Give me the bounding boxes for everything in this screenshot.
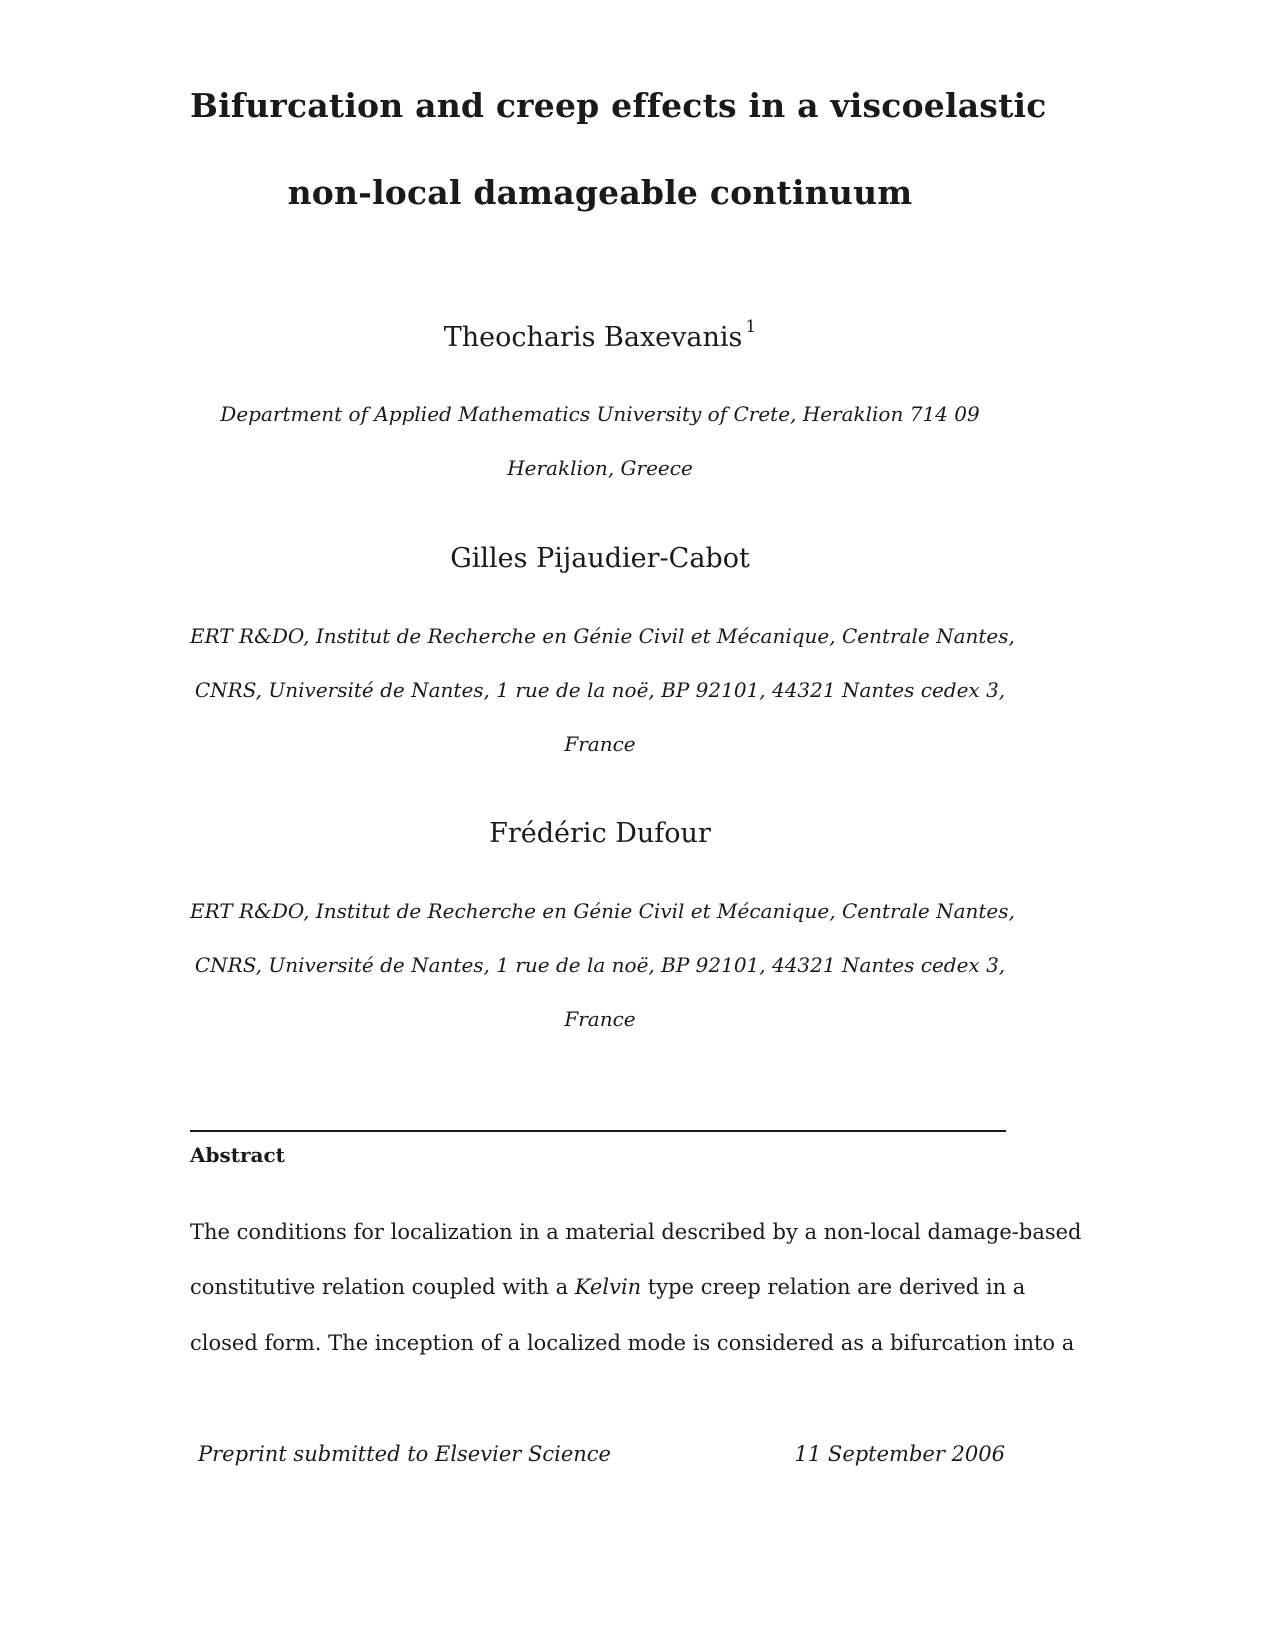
abstract-heading: Abstract [190,1143,285,1167]
title-line-2: non-local damageable continuum [287,173,913,212]
abstract-line-3: closed form. The inception of a localized mode is considered as a bifurcation into a [190,1331,1075,1355]
author-2-name: Gilles Pijaudier-Cabot [450,543,750,574]
abstract-line-2 [190,1275,1026,1299]
preprint-note: Preprint submitted to Elsevier Science [198,1442,611,1466]
author-2-affiliation-line-3: France [564,732,636,756]
author-3-affiliation-line-2: CNRS, Université de Nantes, 1 rue de la noë, BP 92101, 44321 Nantes cedex 3, [194,953,1006,977]
author-3-affiliation-line-3: France [564,1007,636,1031]
author-3-name: Frédéric Dufour [489,818,711,849]
abstract-line-1: The conditions for localization in a material described by a non-local damage-based [190,1220,1082,1244]
author-1-footnote-mark: 1 [745,317,757,337]
author-1-affiliation-line-1: Department of Applied Mathematics University of Crete, Heraklion 714 09 [220,402,980,426]
author-2-affiliation-line-1: ERT R&DO, Institut de Recherche en Génie Civil et Mécanique, Centrale Nantes, [190,624,1015,648]
title-line-1: Bifurcation and creep effects in a viscoelastic [190,86,1047,125]
author-1 [190,317,1010,353]
author-1-affiliation-line-2: Heraklion, Greece [507,456,693,480]
abstract-line-2-after: type creep relation are derived in a [641,1275,1026,1299]
author-1-name: Theocharis Baxevanis [443,322,743,353]
abstract-line-2-before: constitutive relation coupled with a [190,1275,575,1299]
author-3-affiliation-line-1: ERT R&DO, Institut de Recherche en Génie Civil et Mécanique, Centrale Nantes, [190,899,1015,923]
abstract-rule [190,1130,1006,1132]
author-2-affiliation-line-2: CNRS, Université de Nantes, 1 rue de la noë, BP 92101, 44321 Nantes cedex 3, [194,678,1006,702]
preprint-date: 11 September 2006 [794,1442,1005,1466]
abstract-line-2-emphasis: Kelvin [574,1275,642,1299]
